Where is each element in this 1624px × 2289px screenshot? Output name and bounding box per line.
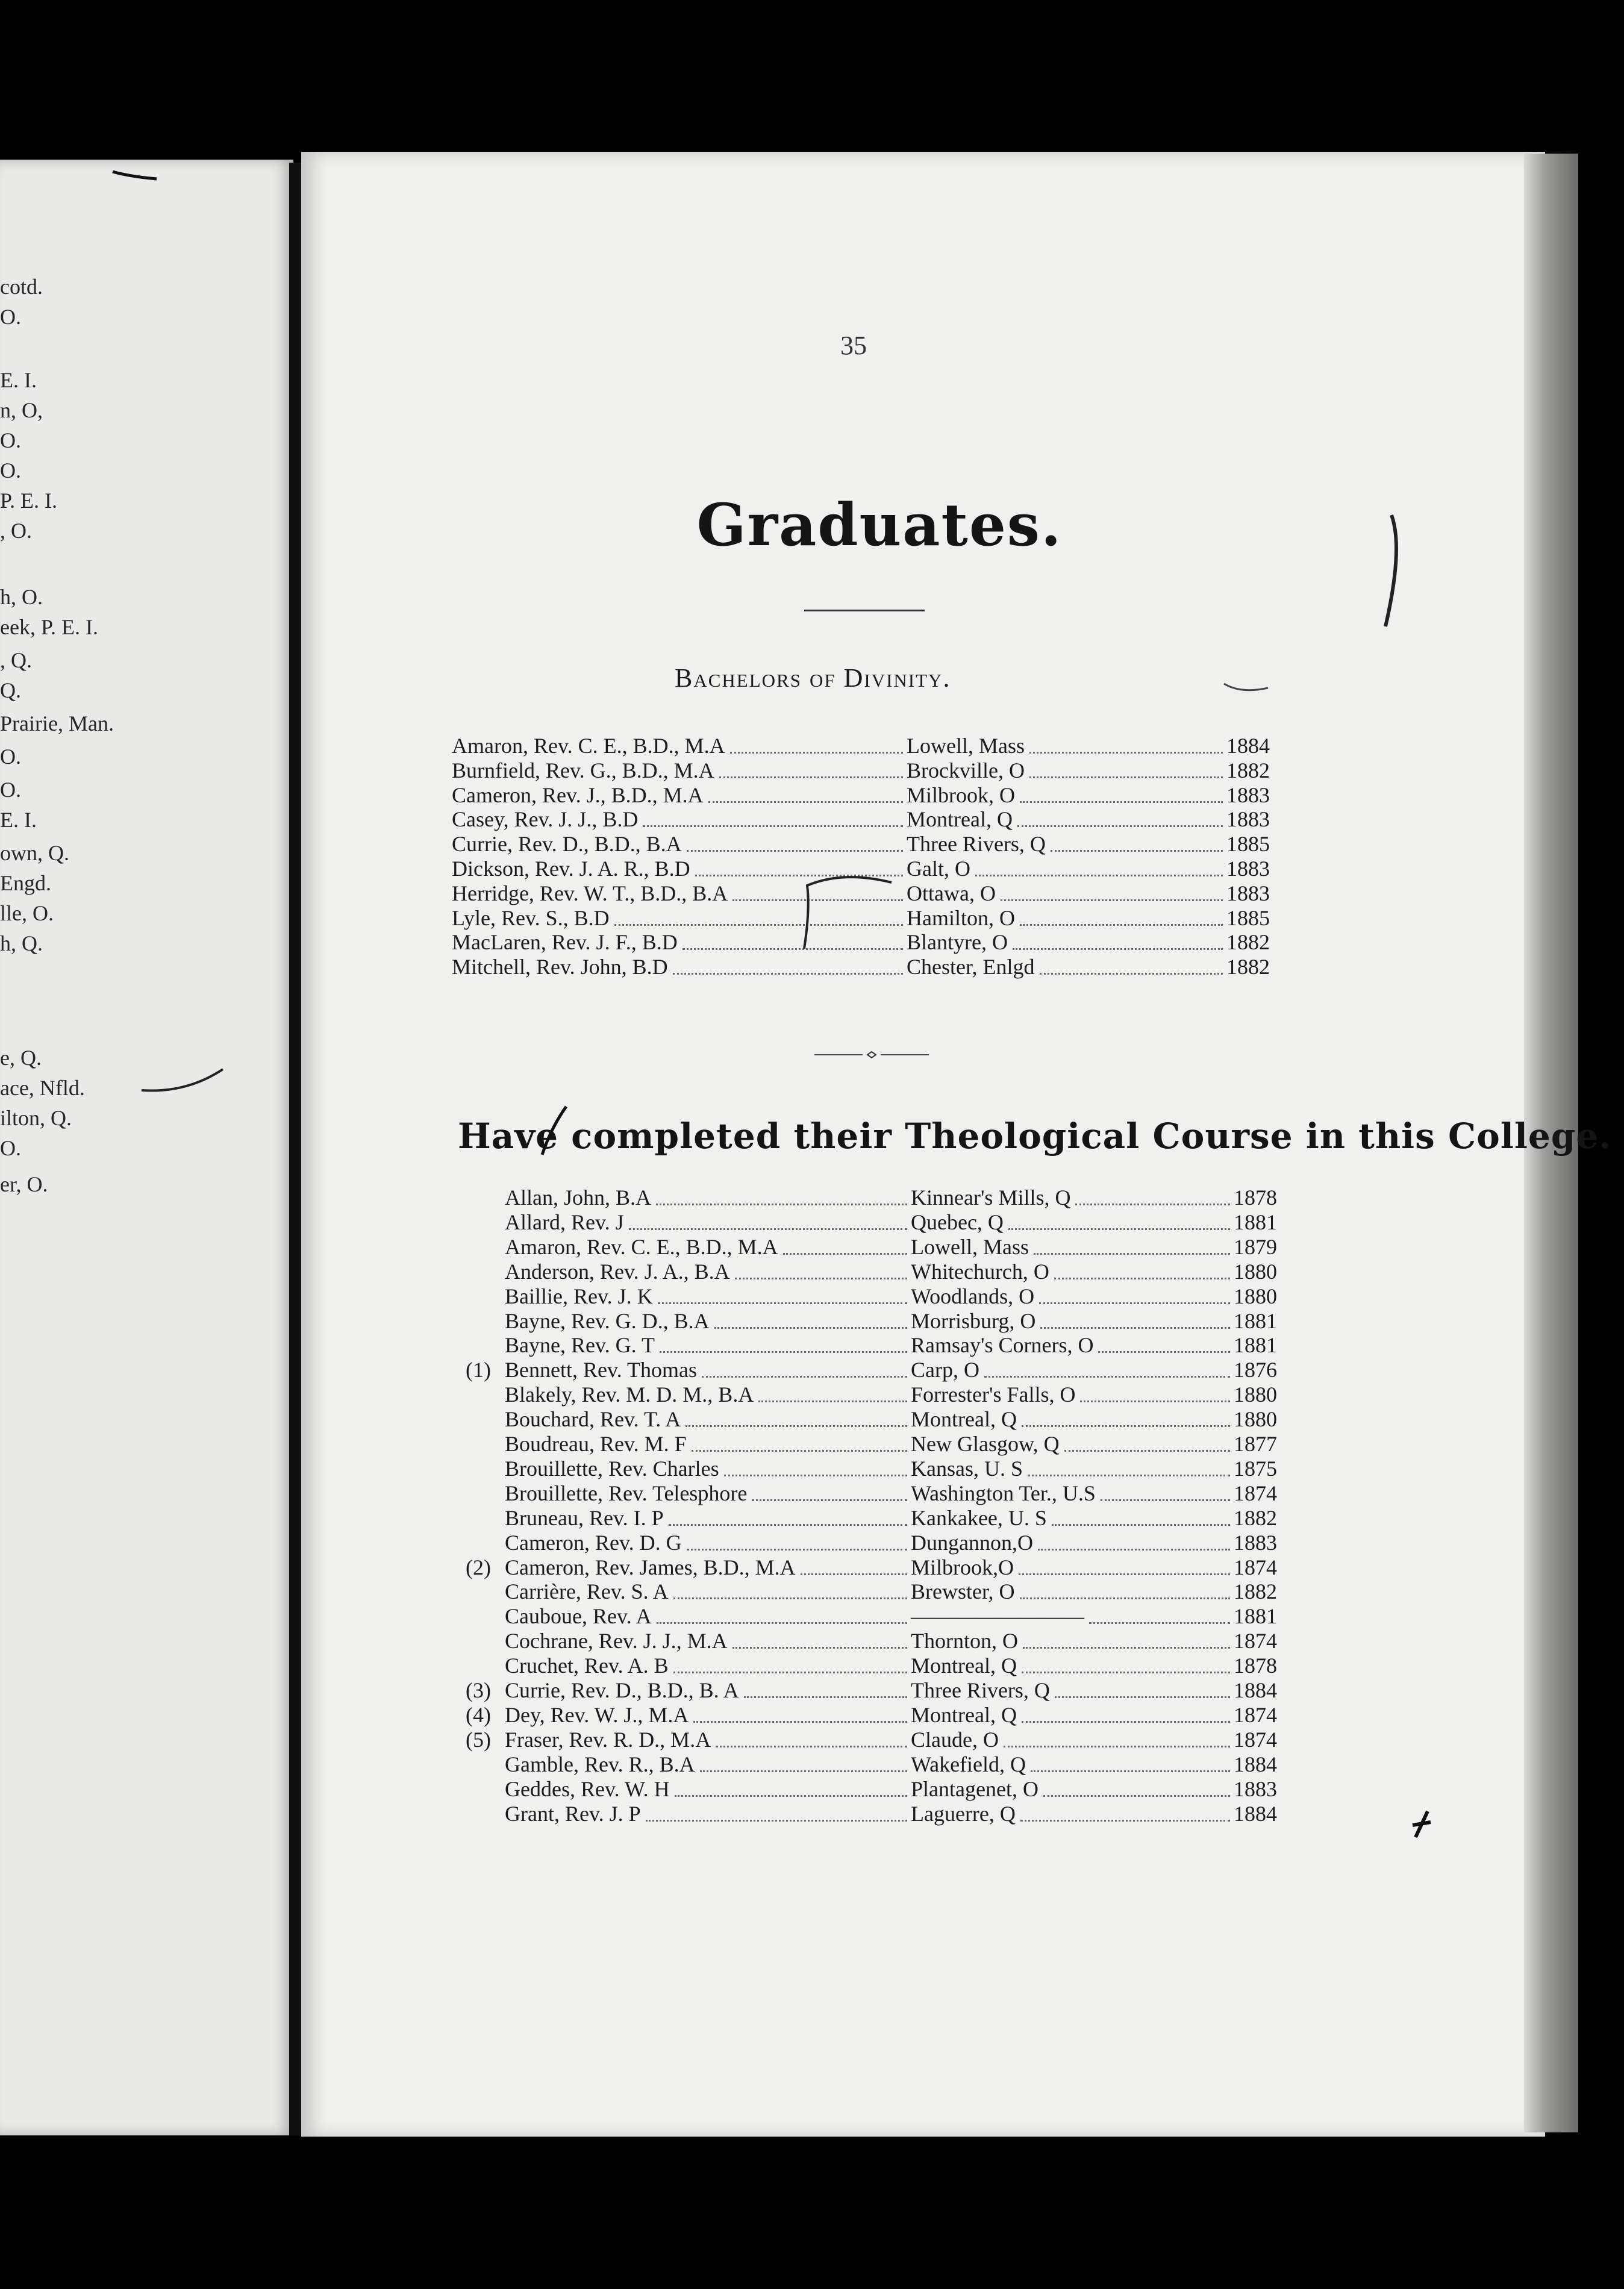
leader-dots bbox=[719, 776, 903, 778]
left-page-fragment: Engd. bbox=[0, 871, 51, 895]
left-page-fragment: lle, O. bbox=[0, 901, 54, 925]
graduation-year: 1874 bbox=[1234, 1555, 1277, 1579]
book-gutter bbox=[289, 163, 302, 2135]
footnote-number: (1) bbox=[466, 1358, 491, 1382]
graduate-name: Dey, Rev. W. J., M.A bbox=[505, 1702, 689, 1727]
leader-dots bbox=[673, 973, 903, 975]
leader-dots bbox=[700, 1770, 907, 1772]
graduation-year: 1884 bbox=[1234, 1678, 1277, 1702]
graduation-year: 1880 bbox=[1234, 1407, 1277, 1432]
pencil-bracket-mark bbox=[1379, 512, 1410, 632]
list-item bbox=[505, 1284, 1306, 1308]
list-item bbox=[505, 1407, 1306, 1431]
leader-dots bbox=[1019, 1573, 1230, 1575]
leader-dots bbox=[1022, 1721, 1230, 1723]
left-page-fragment: n, O, bbox=[0, 398, 43, 422]
graduate-name: Bouchard, Rev. T. A bbox=[505, 1407, 681, 1432]
left-page-fragment: ilton, Q. bbox=[0, 1106, 72, 1130]
graduate-name: Bruneau, Rev. I. P bbox=[505, 1505, 664, 1530]
graduate-name: Cameron, Rev. D. G bbox=[505, 1530, 682, 1555]
leader-dots bbox=[673, 1597, 907, 1599]
leader-dots bbox=[744, 1696, 907, 1698]
graduate-name: Cauboue, Rev. A bbox=[505, 1604, 652, 1629]
leader-dots bbox=[1054, 1278, 1230, 1279]
graduation-year: 1880 bbox=[1234, 1259, 1277, 1284]
left-page-fragment: Q. bbox=[0, 678, 21, 702]
graduate-name: Bennett, Rev. Thomas bbox=[505, 1358, 697, 1382]
graduate-place: Thornton, O bbox=[911, 1629, 1018, 1654]
list-item bbox=[505, 1481, 1306, 1505]
graduate-name: MacLaren, Rev. J. F., B.D bbox=[452, 930, 678, 955]
graduation-year: 1883 bbox=[1226, 857, 1270, 881]
list-item bbox=[466, 1555, 1306, 1579]
left-page-fragment: , Q. bbox=[0, 648, 32, 672]
graduation-year: 1874 bbox=[1234, 1727, 1277, 1752]
graduate-name: Gamble, Rev. R., B.A bbox=[505, 1752, 695, 1776]
left-page bbox=[0, 160, 293, 2135]
graduate-place: Montreal, Q bbox=[911, 1407, 1017, 1432]
leader-dots bbox=[1023, 1647, 1230, 1649]
leader-dots bbox=[975, 875, 1223, 876]
leader-dots bbox=[1020, 1820, 1230, 1822]
graduation-year: 1884 bbox=[1234, 1752, 1277, 1776]
graduate-place: Dungannon,O bbox=[911, 1530, 1033, 1555]
leader-dots bbox=[1029, 752, 1223, 754]
list-item bbox=[505, 1185, 1306, 1210]
list-item bbox=[505, 1382, 1306, 1407]
graduate-place: Ramsay's Corners, O bbox=[911, 1333, 1094, 1358]
graduate-place: Wakefield, Q bbox=[911, 1752, 1026, 1776]
leader-dots bbox=[1008, 1228, 1230, 1230]
leader-dots bbox=[752, 1499, 907, 1501]
list-item bbox=[505, 1333, 1306, 1357]
pencil-mark bbox=[801, 873, 922, 952]
list-item bbox=[505, 1802, 1306, 1826]
leader-dots bbox=[1028, 1475, 1230, 1476]
list-item bbox=[466, 1727, 1306, 1752]
graduation-year: 1878 bbox=[1234, 1654, 1277, 1678]
leader-dots bbox=[656, 1204, 907, 1205]
graduate-place: Lowell, Mass bbox=[911, 1234, 1029, 1259]
leader-dots bbox=[693, 1721, 907, 1723]
footnote-number: (5) bbox=[466, 1727, 491, 1752]
leader-dots bbox=[629, 1228, 907, 1230]
leader-dots bbox=[675, 1795, 907, 1797]
left-page-fragment: cotd. bbox=[0, 275, 43, 299]
graduation-year: 1884 bbox=[1226, 734, 1270, 758]
leader-dots bbox=[1043, 1795, 1230, 1797]
graduate-name: Baillie, Rev. J. K bbox=[505, 1284, 653, 1308]
list-item bbox=[505, 1579, 1306, 1604]
graduate-place: Kinnear's Mills, Q bbox=[911, 1185, 1071, 1210]
left-page-fragment: O. bbox=[0, 428, 21, 452]
list-item bbox=[505, 1506, 1306, 1530]
graduation-year: 1874 bbox=[1234, 1629, 1277, 1654]
list-item bbox=[505, 1654, 1306, 1678]
graduate-name: Brouillette, Rev. Charles bbox=[505, 1456, 719, 1481]
graduation-year: 1885 bbox=[1226, 905, 1270, 930]
graduate-place: Montreal, Q bbox=[911, 1702, 1017, 1727]
list-item bbox=[505, 1432, 1306, 1456]
graduate-name: Amaron, Rev. C. E., B.D., M.A bbox=[505, 1234, 778, 1259]
graduation-year: 1882 bbox=[1234, 1505, 1277, 1530]
graduate-name: Lyle, Rev. S., B.D bbox=[452, 905, 610, 930]
graduate-name: Amaron, Rev. C. E., B.D., M.A bbox=[452, 734, 725, 758]
graduation-year: 1885 bbox=[1226, 832, 1270, 857]
graduate-place: ———————— bbox=[911, 1604, 1084, 1629]
graduation-year: 1881 bbox=[1234, 1604, 1277, 1629]
leader-dots bbox=[708, 801, 903, 803]
leader-dots bbox=[1001, 899, 1223, 901]
leader-dots bbox=[1020, 801, 1223, 803]
graduation-year: 1883 bbox=[1226, 807, 1270, 832]
footnote-number: (3) bbox=[466, 1678, 491, 1702]
graduation-year: 1880 bbox=[1234, 1284, 1277, 1308]
graduate-name: Cameron, Rev. J., B.D., M.A bbox=[452, 782, 704, 807]
leader-dots bbox=[714, 1327, 907, 1329]
graduate-place: Whitechurch, O bbox=[911, 1259, 1049, 1284]
graduation-year: 1876 bbox=[1234, 1358, 1277, 1382]
leader-dots bbox=[730, 752, 903, 754]
leader-dots bbox=[1051, 850, 1223, 852]
graduate-name: Carrière, Rev. S. A bbox=[505, 1579, 669, 1604]
left-page-fragment: er, O. bbox=[0, 1172, 48, 1196]
graduate-place: Chester, Enlgd bbox=[907, 955, 1035, 979]
leader-dots bbox=[1052, 1524, 1230, 1526]
leader-dots bbox=[1004, 1746, 1230, 1747]
graduate-name: Cochrane, Rev. J. J., M.A bbox=[505, 1629, 728, 1654]
leader-dots bbox=[1017, 825, 1223, 827]
leader-dots bbox=[1022, 1672, 1230, 1673]
list-item bbox=[505, 1457, 1306, 1481]
leader-dots bbox=[1031, 1770, 1230, 1772]
list-item bbox=[466, 1678, 1306, 1702]
left-page-fragment: O. bbox=[0, 305, 21, 329]
graduate-place: Morrisburg, O bbox=[911, 1308, 1036, 1333]
section-ornament bbox=[814, 1051, 929, 1059]
list-item bbox=[505, 1629, 1306, 1653]
leader-dots bbox=[716, 1746, 907, 1747]
pencil-check-mark bbox=[1223, 681, 1271, 699]
left-page-fragment: O. bbox=[0, 745, 21, 769]
graduate-name: Bayne, Rev. G. D., B.A bbox=[505, 1308, 710, 1333]
bachelors-heading: Bachelors of Divinity. bbox=[675, 663, 951, 693]
completed-heading: Have completed their Theological Course in this College. bbox=[458, 1116, 1612, 1157]
graduate-name: Burnfield, Rev. G., B.D., M.A bbox=[452, 758, 714, 782]
leader-dots bbox=[724, 1475, 907, 1476]
left-page-fragment: e, Q. bbox=[0, 1046, 42, 1070]
graduate-place: Plantagenet, O bbox=[911, 1776, 1038, 1801]
list-item bbox=[505, 1752, 1306, 1776]
graduate-place: New Glasgow, Q bbox=[911, 1432, 1060, 1456]
list-item bbox=[452, 832, 1299, 856]
graduate-name: Anderson, Rev. J. A., B.A bbox=[505, 1259, 730, 1284]
pencil-mark bbox=[111, 166, 160, 184]
left-page-fragment: O. bbox=[0, 458, 21, 482]
graduation-year: 1877 bbox=[1234, 1432, 1277, 1456]
graduation-year: 1879 bbox=[1234, 1234, 1277, 1259]
left-page-fragment: ace, Nfld. bbox=[0, 1076, 85, 1100]
leader-dots bbox=[702, 1376, 907, 1378]
leader-dots bbox=[646, 1820, 907, 1822]
graduate-place: Brockville, O bbox=[907, 758, 1025, 782]
leader-dots bbox=[1055, 1696, 1230, 1698]
list-item bbox=[452, 955, 1299, 979]
footnote-number: (2) bbox=[466, 1555, 491, 1579]
graduation-year: 1883 bbox=[1234, 1530, 1277, 1555]
pencil-mark bbox=[139, 1066, 229, 1096]
graduate-name: Mitchell, Rev. John, B.D bbox=[452, 955, 668, 979]
leader-dots bbox=[732, 1647, 907, 1649]
page-title: Graduates. bbox=[696, 491, 1063, 559]
graduate-place: Montreal, Q bbox=[907, 807, 1013, 832]
graduation-year: 1881 bbox=[1234, 1210, 1277, 1234]
graduation-year: 1882 bbox=[1226, 930, 1270, 955]
graduate-place: Ottawa, O bbox=[907, 881, 996, 905]
title-rule bbox=[804, 610, 925, 611]
left-page-fragment: h, O. bbox=[0, 585, 43, 609]
leader-dots bbox=[1020, 924, 1223, 926]
page-number: 35 bbox=[840, 331, 867, 360]
leader-dots bbox=[660, 1351, 907, 1353]
list-item bbox=[466, 1358, 1306, 1382]
pencil-mark bbox=[1410, 1810, 1434, 1840]
graduate-name: Fraser, Rev. R. D., M.A bbox=[505, 1727, 711, 1752]
graduation-year: 1880 bbox=[1234, 1382, 1277, 1407]
leader-dots bbox=[1029, 776, 1223, 778]
graduate-name: Currie, Rev. D., B.D., B.A bbox=[452, 832, 682, 857]
list-item bbox=[505, 1777, 1306, 1801]
graduation-year: 1878 bbox=[1234, 1185, 1277, 1210]
list-item bbox=[505, 1309, 1306, 1333]
leader-dots bbox=[1101, 1499, 1230, 1501]
graduate-name: Herridge, Rev. W. T., B.D., B.A bbox=[452, 881, 728, 905]
graduate-name: Blakely, Rev. M. D. M., B.A bbox=[505, 1382, 754, 1407]
graduate-name: Dickson, Rev. J. A. R., B.D bbox=[452, 857, 690, 881]
list-item bbox=[505, 1210, 1306, 1234]
graduate-place: Milbrook, O bbox=[907, 782, 1015, 807]
list-item bbox=[452, 783, 1299, 807]
leader-dots bbox=[1040, 1327, 1230, 1329]
graduate-name: Brouillette, Rev. Telesphore bbox=[505, 1481, 748, 1505]
leader-dots bbox=[669, 1524, 907, 1526]
leader-dots bbox=[735, 1278, 907, 1279]
graduate-place: Lowell, Mass bbox=[907, 734, 1025, 758]
left-page-fragment: h, Q. bbox=[0, 931, 43, 955]
leader-dots bbox=[1013, 948, 1223, 950]
graduate-place: Three Rivers, Q bbox=[907, 832, 1046, 857]
list-item bbox=[505, 1260, 1306, 1284]
leader-dots bbox=[673, 1672, 907, 1673]
graduate-name: Allard, Rev. J bbox=[505, 1210, 624, 1234]
graduate-name: Cameron, Rev. James, B.D., M.A bbox=[505, 1555, 796, 1579]
pencil-mark bbox=[536, 1104, 572, 1158]
graduate-place: Kankakee, U. S bbox=[911, 1505, 1047, 1530]
left-page-fragment: E. I. bbox=[0, 368, 37, 392]
leader-dots bbox=[1098, 1351, 1230, 1353]
graduate-place: Woodlands, O bbox=[911, 1284, 1035, 1308]
list-item bbox=[452, 758, 1299, 782]
leader-dots bbox=[1080, 1401, 1230, 1402]
graduation-year: 1874 bbox=[1234, 1481, 1277, 1505]
graduate-name: Casey, Rev. J. J., B.D bbox=[452, 807, 639, 832]
graduate-place: Laguerre, Q bbox=[911, 1801, 1016, 1826]
leader-dots bbox=[801, 1573, 907, 1575]
graduation-year: 1881 bbox=[1234, 1333, 1277, 1358]
list-item bbox=[466, 1702, 1306, 1727]
graduation-year: 1875 bbox=[1234, 1456, 1277, 1481]
graduate-place: Blantyre, O bbox=[907, 930, 1008, 955]
list-item bbox=[505, 1604, 1306, 1628]
leader-dots bbox=[1034, 1253, 1230, 1255]
left-page-fragment: E. I. bbox=[0, 808, 37, 832]
leader-dots bbox=[1020, 1597, 1230, 1599]
list-item bbox=[505, 1235, 1306, 1259]
graduate-name: Geddes, Rev. W. H bbox=[505, 1776, 670, 1801]
list-item bbox=[452, 734, 1299, 758]
graduate-name: Grant, Rev. J. P bbox=[505, 1801, 641, 1826]
graduate-name: Boudreau, Rev. M. F bbox=[505, 1432, 687, 1456]
graduate-place: Forrester's Falls, O bbox=[911, 1382, 1076, 1407]
leader-dots bbox=[643, 825, 903, 827]
left-page-fragment: , O. bbox=[0, 519, 32, 543]
graduation-year: 1881 bbox=[1234, 1308, 1277, 1333]
graduate-name: Bayne, Rev. G. T bbox=[505, 1333, 655, 1358]
graduate-name: Currie, Rev. D., B.D., B. A bbox=[505, 1678, 739, 1702]
graduation-year: 1882 bbox=[1234, 1579, 1277, 1604]
graduation-year: 1883 bbox=[1234, 1776, 1277, 1801]
graduate-place: Galt, O bbox=[907, 857, 970, 881]
left-page-fragment: eek, P. E. I. bbox=[0, 615, 98, 639]
leader-dots bbox=[783, 1253, 907, 1255]
leader-dots bbox=[1089, 1622, 1230, 1624]
graduate-place: Milbrook,O bbox=[911, 1555, 1014, 1579]
left-page-fragment: O. bbox=[0, 778, 21, 802]
graduate-place: Brewster, O bbox=[911, 1579, 1015, 1604]
leader-dots bbox=[984, 1376, 1230, 1378]
leader-dots bbox=[1064, 1450, 1230, 1452]
left-page-fragment: own, Q. bbox=[0, 841, 69, 865]
left-page-fragment: Prairie, Man. bbox=[0, 711, 114, 735]
list-item bbox=[505, 1531, 1306, 1555]
leader-dots bbox=[1022, 1425, 1230, 1427]
graduate-place: Montreal, Q bbox=[911, 1654, 1017, 1678]
graduation-year: 1882 bbox=[1226, 758, 1270, 782]
graduate-place: Quebec, Q bbox=[911, 1210, 1004, 1234]
graduate-place: Carp, O bbox=[911, 1358, 979, 1382]
left-page-fragment: O. bbox=[0, 1136, 21, 1160]
leader-dots bbox=[758, 1401, 907, 1402]
leader-dots bbox=[1039, 1302, 1230, 1304]
graduate-name: Allan, John, B.A bbox=[505, 1185, 651, 1210]
graduation-year: 1883 bbox=[1226, 881, 1270, 905]
leader-dots bbox=[686, 1425, 907, 1427]
graduate-place: Hamilton, O bbox=[907, 905, 1015, 930]
leader-dots bbox=[1038, 1549, 1230, 1550]
graduation-year: 1883 bbox=[1226, 782, 1270, 807]
leader-dots bbox=[687, 850, 903, 852]
left-page-fragment: P. E. I. bbox=[0, 489, 58, 513]
leader-dots bbox=[1040, 973, 1223, 975]
leader-dots bbox=[692, 1450, 907, 1452]
list-item bbox=[452, 807, 1299, 831]
leader-dots bbox=[1075, 1204, 1230, 1205]
footnote-number: (4) bbox=[466, 1702, 491, 1727]
leader-dots bbox=[657, 1622, 907, 1624]
graduate-place: Three Rivers, Q bbox=[911, 1678, 1050, 1702]
graduate-name: Cruchet, Rev. A. B bbox=[505, 1654, 669, 1678]
graduation-year: 1874 bbox=[1234, 1702, 1277, 1727]
graduate-place: Kansas, U. S bbox=[911, 1456, 1023, 1481]
graduate-place: Claude, O bbox=[911, 1727, 999, 1752]
leader-dots bbox=[687, 1549, 907, 1550]
graduation-year: 1882 bbox=[1226, 955, 1270, 979]
graduation-year: 1884 bbox=[1234, 1801, 1277, 1826]
graduate-place: Washington Ter., U.S bbox=[911, 1481, 1096, 1505]
leader-dots bbox=[658, 1302, 907, 1304]
